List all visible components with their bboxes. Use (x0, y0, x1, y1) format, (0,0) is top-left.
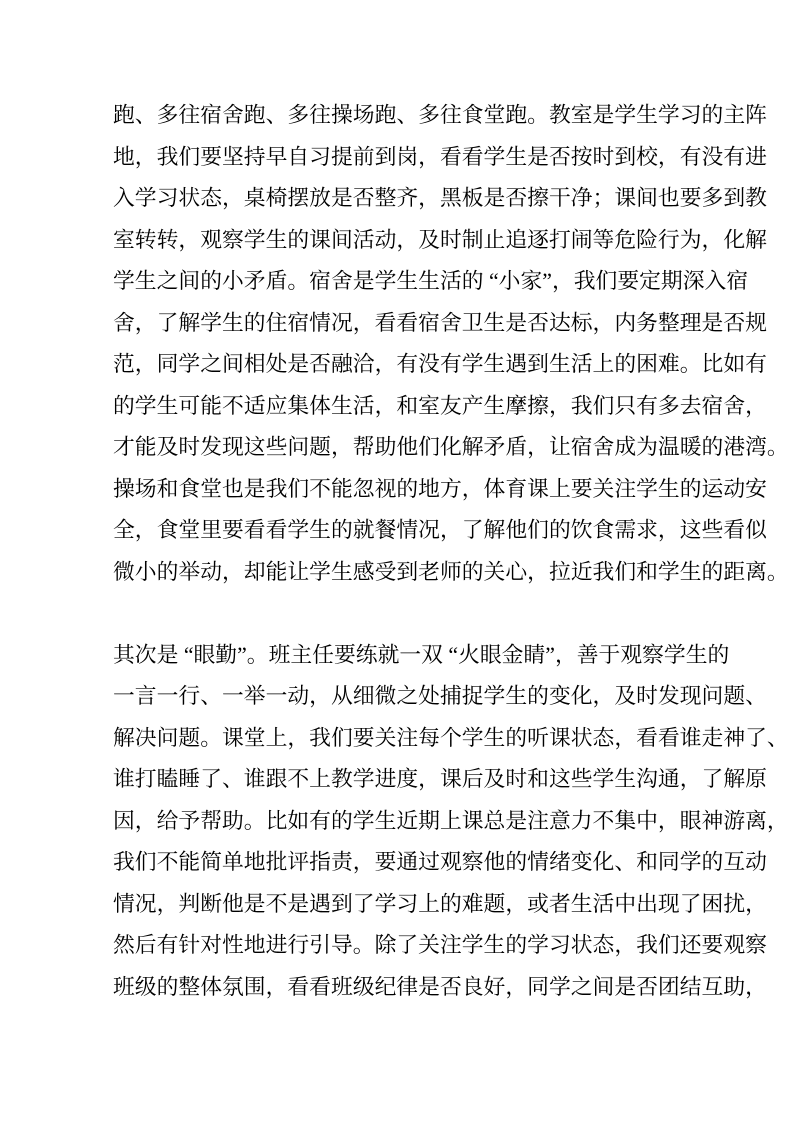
text-line: 舍，了解学生的住宿情况，看看宿舍卫生是否达标，内务整理是否规 (113, 310, 767, 335)
text-line: 其次是 “眼勤”。班主任要练就一双 “火眼金睛”，善于观察学生的 (113, 642, 730, 667)
text-line: 谁打瞌睡了、谁跟不上教学进度，课后及时和这些学生沟通，了解原 (113, 767, 767, 791)
text-line: 才能及时发现这些问题，帮助他们化解矛盾，让宿舍成为温暖的港湾。 (113, 435, 789, 459)
paragraph-1 (113, 95, 789, 593)
text-line: 入学习状态，桌椅摆放是否整齐，黑板是否擦干净；课间也要多到教 (113, 186, 767, 210)
text-line: 室转转，观察学生的课间活动，及时制止追逐打闹等危险行为，化解 (113, 227, 767, 252)
text-line: 范，同学之间相处是否融洽，有没有学生遇到生活上的困难。比如有 (113, 352, 767, 376)
paragraph-2 (113, 635, 789, 1009)
text-line: 操场和食堂也是我们不能忽视的地方，体育课上要关注学生的运动安 (113, 476, 767, 501)
text-line: 全，食堂里要看看学生的就餐情况，了解他们的饮食需求，这些看似 (113, 518, 767, 542)
text-line: 解决问题。课堂上，我们要关注每个学生的听课状态，看看谁走神了、 (113, 725, 789, 750)
text-line: 跑、多往宿舍跑、多往操场跑、多往食堂跑。教室是学生学习的主阵 (113, 103, 767, 127)
text-line: 然后有针对性地进行引导。除了关注学生的学习状态，我们还要观察 (113, 933, 767, 957)
text-line: 地，我们要坚持早自习提前到岗，看看学生是否按时到校，有没有进 (113, 144, 767, 169)
text-line: 因，给予帮助。比如有的学生近期上课总是注意力不集中，眼神游离， (113, 808, 789, 833)
text-line: 班级的整体氛围，看看班级纪律是否良好，同学之间是否团结互助， (113, 974, 767, 999)
text-line: 的学生可能不适应集体生活，和室友产生摩擦，我们只有多去宿舍， (113, 393, 767, 418)
text-line: 情况，判断他是不是遇到了学习上的难题，或者生活中出现了困扰， (113, 891, 767, 916)
text-line: 我们不能简单地批评指责，要通过观察他的情绪变化、和同学的互动 (113, 850, 767, 874)
text-line: 学生之间的小矛盾。宿舍是学生生活的 “小家”，我们要定期深入宿 (113, 269, 749, 293)
text-line: 微小的举动，却能让学生感受到老师的关心，拉近我们和学生的距离。 (113, 559, 789, 584)
text-line: 一言一行、一举一动，从细微之处捕捉学生的变化，及时发现问题、 (113, 684, 767, 708)
